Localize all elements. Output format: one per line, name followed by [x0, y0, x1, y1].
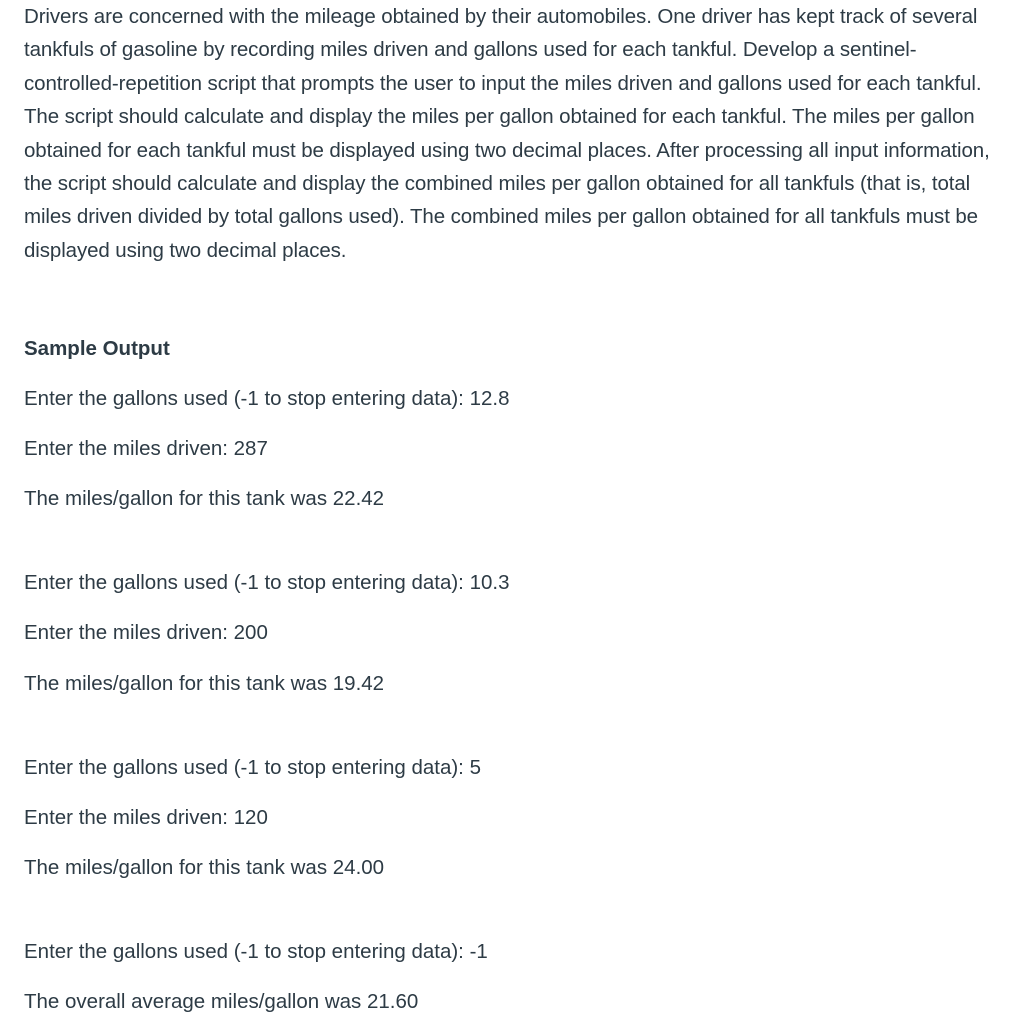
- output-line-mpg-result-3: The miles/gallon for this tank was 24.00: [24, 856, 385, 879]
- output-line-overall-average: The overall average miles/gallon was 21.60: [24, 990, 419, 1013]
- output-line-sentinel-input: Enter the gallons used (-1 to stop entering data): -1: [24, 940, 488, 963]
- output-line-miles-prompt-1: Enter the miles driven: 287: [24, 437, 268, 460]
- output-line-miles-prompt-3: Enter the miles driven: 120: [24, 806, 268, 829]
- problem-description: Drivers are concerned with the mileage obtained by their automobiles. One driver has kept track of several tankfuls of gasoline by recording miles driven and gallons used for each tankful. Develop a sentinel-controlled-repetition script that prompts the user to input the miles driven and gallons used for each tankful. The script should calculate and display the miles per gallon obtained for each tankful. The miles per gallon obtained for each tankful must be displayed using two decimal places. After processing all input information, the script should calculate and display the combined miles per gallon obtained for all tankfuls (that is, total miles driven divided by total gallons used). The combined miles per gallon obtained for all tankfuls must be displayed using two decimal places.: [24, 5, 990, 262]
- sample-output-heading: Sample Output: [24, 337, 170, 360]
- output-line-mpg-result-1: The miles/gallon for this tank was 22.42: [24, 487, 385, 510]
- output-line-gallons-prompt-2: Enter the gallons used (-1 to stop entering data): 10.3: [24, 571, 510, 594]
- output-line-gallons-prompt-3: Enter the gallons used (-1 to stop entering data): 5: [24, 756, 481, 779]
- output-line-mpg-result-2: The miles/gallon for this tank was 19.42: [24, 672, 385, 695]
- output-line-miles-prompt-2: Enter the miles driven: 200: [24, 621, 268, 644]
- output-line-gallons-prompt-1: Enter the gallons used (-1 to stop entering data): 12.8: [24, 387, 510, 410]
